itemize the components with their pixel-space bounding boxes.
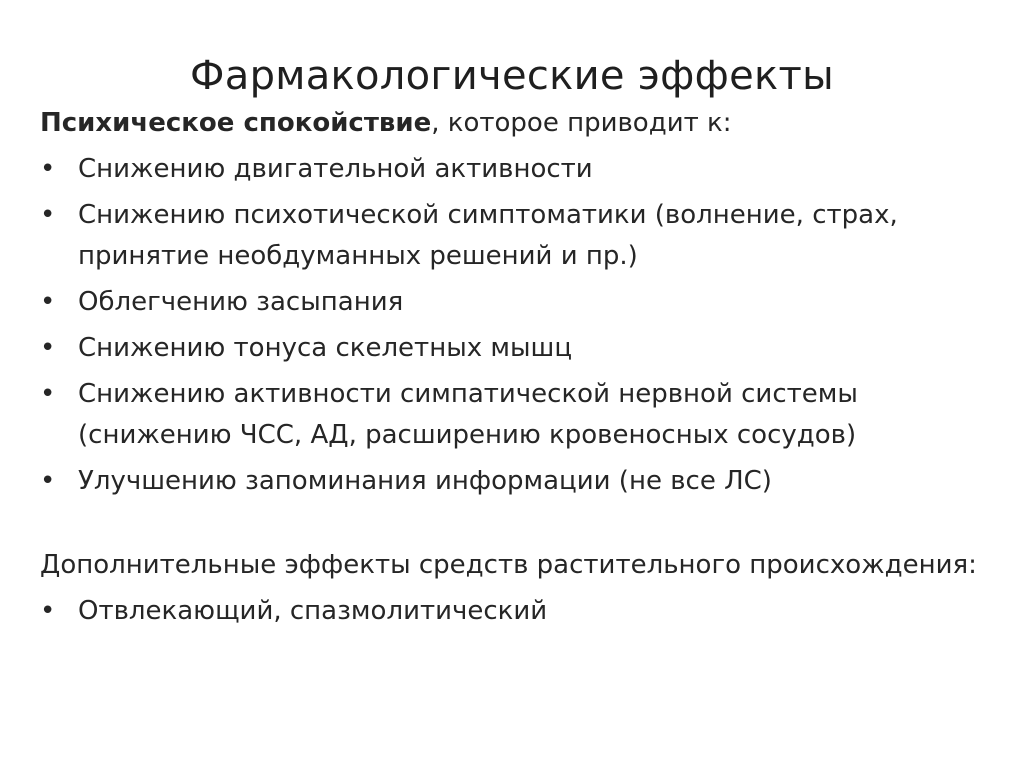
list-item-text: Снижению активности симпатической нервной системы (снижению ЧСС, АД, расширению кровеносных сосудов): [78, 379, 858, 450]
bullet-icon: •: [40, 466, 56, 496]
list-item-text: Улучшению запоминания информации (не все ЛС): [78, 466, 772, 496]
list-item: [40, 461, 1000, 502]
list-item: [40, 328, 1000, 369]
list-item: [40, 149, 1000, 190]
effects-list: [40, 149, 1000, 502]
bullet-icon: •: [40, 596, 56, 626]
list-item-text: Снижению психотической симптоматики (волнение, страх, принятие необдуманных решений и пр.): [78, 200, 898, 271]
lead-bold-text: Психическое спокойствие: [40, 108, 432, 138]
spacer: [40, 507, 1000, 545]
bullet-icon: •: [40, 287, 56, 317]
lead-paragraph: [40, 103, 1000, 144]
list-item: [40, 374, 1000, 456]
list-item-text: Снижению тонуса скелетных мышц: [78, 333, 573, 363]
bullet-icon: •: [40, 200, 56, 230]
list-item-text: Снижению двигательной активности: [78, 154, 593, 184]
bullet-icon: •: [40, 333, 56, 363]
list-item: [40, 195, 1000, 277]
list-item: [40, 591, 1000, 632]
slide-content: [40, 103, 1000, 637]
section2-heading: Дополнительные эффекты средств растительного происхождения:: [40, 550, 977, 580]
additional-effects-list: [40, 591, 1000, 632]
slide-title: Фармакологические эффекты: [190, 52, 834, 99]
bullet-icon: •: [40, 379, 56, 409]
list-item-text: Облегчению засыпания: [78, 287, 404, 317]
list-item-text: Отвлекающий, спазмолитический: [78, 596, 548, 626]
bullet-icon: •: [40, 154, 56, 184]
lead-rest-text: , которое приводит к:: [431, 108, 732, 138]
list-item: [40, 282, 1000, 323]
